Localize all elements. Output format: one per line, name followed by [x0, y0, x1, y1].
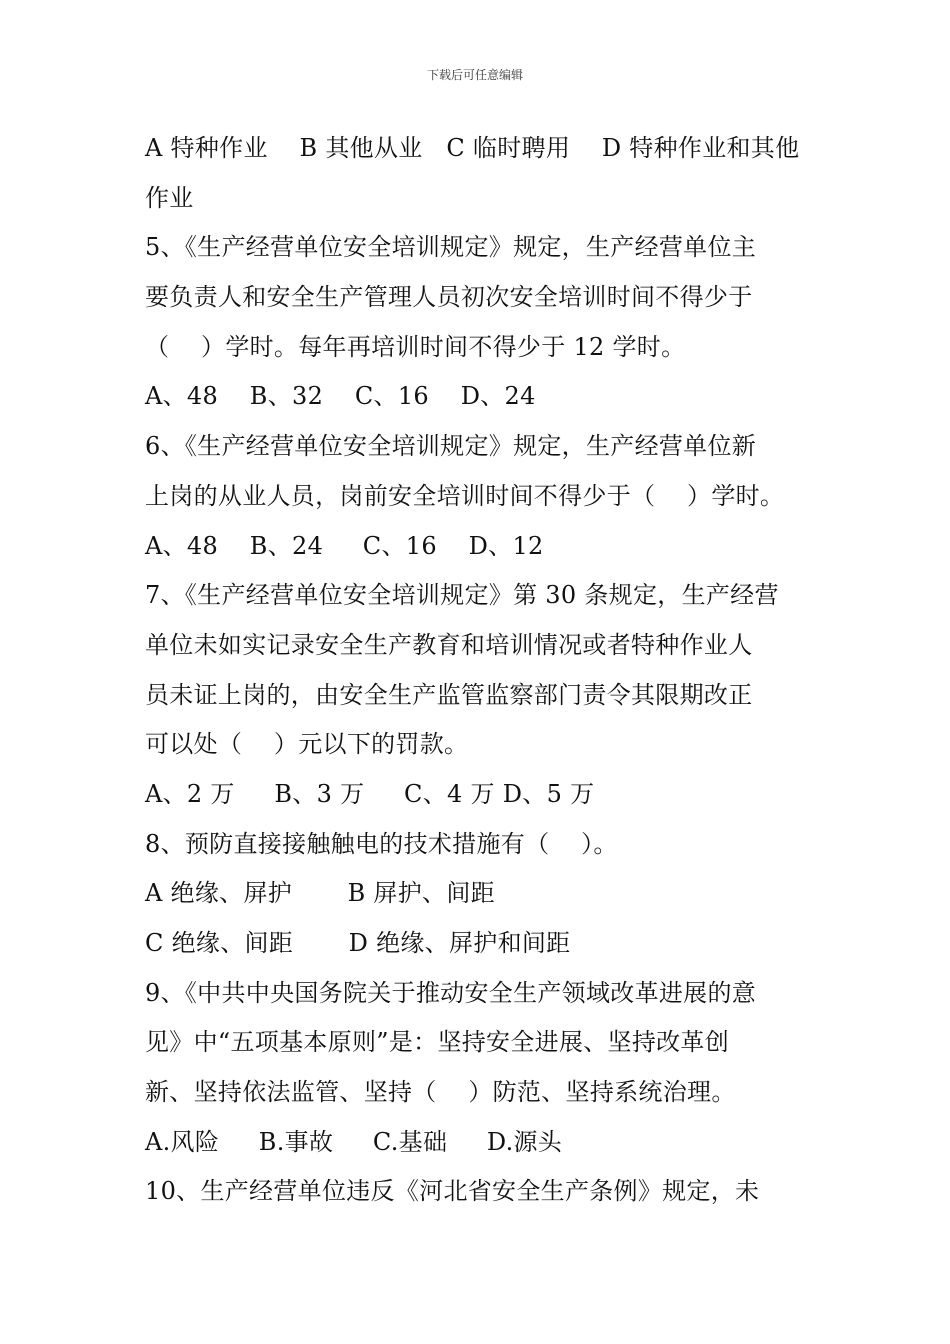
text-line: C 绝缘、间距 D 绝缘、屏护和间距 — [145, 929, 571, 957]
text-line: A 绝缘、屏护 B 屏护、间距 — [145, 879, 495, 908]
text-line: A、48 B、32 C、16 D、24 — [145, 382, 536, 411]
text-line: 7、《生产经营单位安全培训规定》第 30 条规定，生产经营 — [145, 581, 779, 610]
text-line: 可以处（ ）元以下的罚款。 — [145, 730, 469, 759]
text-line: A.风险 B.事故 C.基础 D.源头 — [145, 1127, 563, 1156]
text-line: 5、《生产经营单位安全培训规定》规定，生产经营单位主 — [145, 233, 757, 262]
text-line: A 特种作业 B 其他从业 C 临时聘用 D 特种作业和其他 — [145, 134, 800, 162]
text-line: 新、坚持依法监管、坚持（ ）防范、坚持系统治理。 — [145, 1078, 736, 1107]
page-header: 下载后可任意编辑 — [426, 68, 523, 82]
text-line: 10、生产经营单位违反《河北省安全生产条例》规定，未 — [145, 1177, 760, 1206]
text-line: 见》中“五项基本原则”是：坚持安全进展、坚持改革创 — [145, 1028, 730, 1057]
document-body — [145, 124, 810, 1217]
text-line: 6、《生产经营单位安全培训规定》规定，生产经营单位新 — [145, 432, 757, 461]
text-line: 作业 — [145, 183, 194, 212]
text-line: A、48 B、24 C、16 D、12 — [145, 531, 544, 560]
text-line: 上岗的从业人员，岗前安全培训时间不得少于（ ）学时。 — [145, 481, 785, 510]
text-line: 9、《中共中央国务院关于推动安全生产领域改革进展的意 — [145, 978, 757, 1007]
text-line: 单位未如实记录安全生产教育和培训情况或者特种作业人 — [145, 630, 753, 659]
text-line: 8、预防直接接触触电的技术措施有（ ）。 — [145, 829, 618, 858]
text-line: （ ）学时。每年再培训时间不得少于 12 学时。 — [145, 332, 686, 361]
text-line: A、2 万 B、3 万 C、4 万 D、5 万 — [145, 779, 595, 808]
text-line: 要负责人和安全生产管理人员初次安全培训时间不得少于 — [145, 283, 753, 312]
text-line: 员未证上岗的，由安全生产监管监察部门责令其限期改正 — [145, 680, 753, 709]
